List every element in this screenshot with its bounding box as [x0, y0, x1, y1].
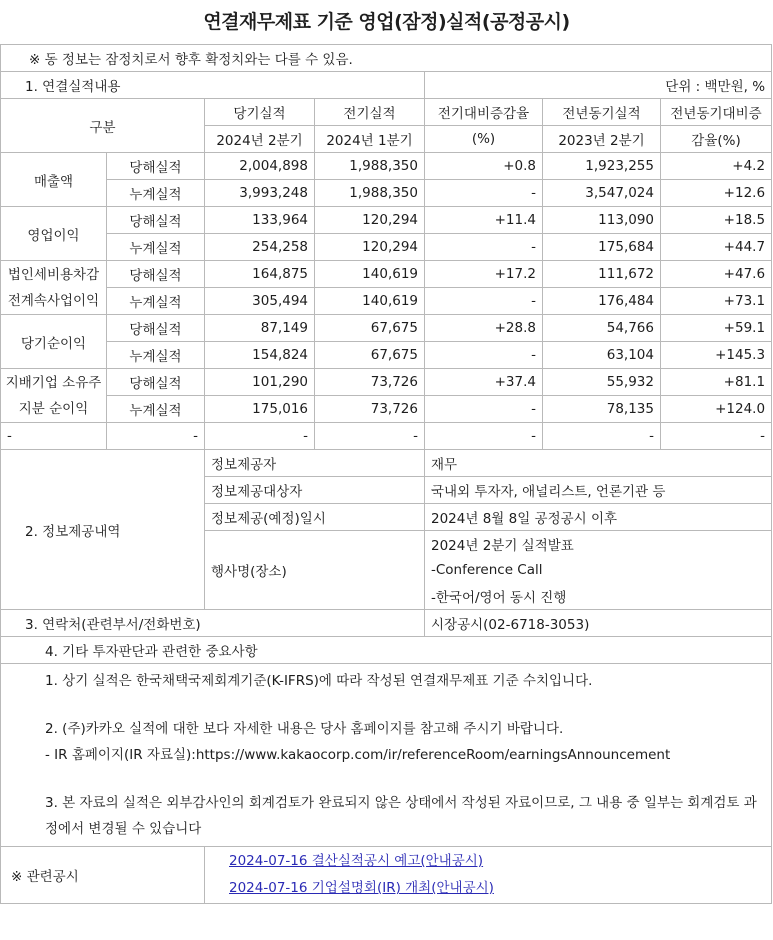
- table-cell: 1,988,350: [315, 153, 425, 180]
- header-current-period: 2024년 2분기: [205, 126, 315, 153]
- disclosure-table: [0, 44, 772, 904]
- row-name: 영업이익: [1, 207, 107, 261]
- header-previous: 전기실적: [315, 99, 425, 126]
- table-cell: -: [425, 288, 543, 315]
- table-cell: -: [425, 180, 543, 207]
- header-qoq: 전기대비증감율: [425, 99, 543, 126]
- table-cell: 3,547,024: [543, 180, 661, 207]
- contact-value: 시장공시(02-6718-3053): [425, 610, 772, 637]
- header-gubun: 구분: [1, 99, 205, 153]
- dash-cell: -: [1, 423, 107, 450]
- row-type: 당해실적: [107, 153, 205, 180]
- table-cell: 78,135: [543, 396, 661, 423]
- table-cell: -: [425, 234, 543, 261]
- table-cell: +11.4: [425, 207, 543, 234]
- table-cell: 140,619: [315, 288, 425, 315]
- table-cell: 154,824: [205, 342, 315, 369]
- table-cell: +47.6: [661, 261, 772, 288]
- table-cell: +44.7: [661, 234, 772, 261]
- table-cell: +12.6: [661, 180, 772, 207]
- table-cell: +37.4: [425, 369, 543, 396]
- table-cell: -: [425, 396, 543, 423]
- table-cell: 1,923,255: [543, 153, 661, 180]
- dash-cell: -: [205, 423, 315, 450]
- dash-cell: -: [661, 423, 772, 450]
- table-cell: 2,004,898: [205, 153, 315, 180]
- row-type: 당해실적: [107, 207, 205, 234]
- table-cell: -: [425, 342, 543, 369]
- header-current: 당기실적: [205, 99, 315, 126]
- target-value: 국내외 투자자, 애널리스트, 언론기관 등: [425, 477, 772, 504]
- section4-label: 4. 기타 투자판단과 관련한 중요사항: [1, 637, 772, 664]
- event-line-3: -한국어/영어 동시 진행: [425, 583, 772, 610]
- notice-text: ※ 동 정보는 잠정치로서 향후 확정치와는 다를 수 있음.: [1, 45, 772, 72]
- table-cell: +73.1: [661, 288, 772, 315]
- note-3: 3. 본 자료의 실적은 외부감사인의 회계검토가 완료되지 않은 상태에서 작성된 자료이므로, 그 내용 중 일부는 회계검토 과정에서 변경될 수 있습니다: [45, 795, 757, 837]
- row-name: 지배기업 소유주 지분 순이익: [1, 369, 107, 423]
- table-cell: +145.3: [661, 342, 772, 369]
- row-name: 법인세비용차감 전계속사업이익: [1, 261, 107, 315]
- note-1: 1. 상기 실적은 한국채택국제회계기준(K-IFRS)에 따라 작성된 연결재무제표 기준 수치입니다.: [45, 673, 593, 689]
- section3-label: 3. 연락처(관련부서/전화번호): [1, 610, 425, 637]
- table-cell: 140,619: [315, 261, 425, 288]
- header-previous-period: 2024년 1분기: [315, 126, 425, 153]
- table-cell: 175,016: [205, 396, 315, 423]
- table-cell: 254,258: [205, 234, 315, 261]
- table-cell: 175,684: [543, 234, 661, 261]
- table-cell: 113,090: [543, 207, 661, 234]
- provider-value: 재무: [425, 450, 772, 477]
- table-cell: +17.2: [425, 261, 543, 288]
- table-cell: 1,988,350: [315, 180, 425, 207]
- table-cell: +81.1: [661, 369, 772, 396]
- table-cell: 3,993,248: [205, 180, 315, 207]
- related-link-1[interactable]: 2024-07-16 결산실적공시 예고(안내공시): [229, 853, 484, 869]
- header-yoy-change-unit: 감율(%): [661, 126, 772, 153]
- table-cell: +0.8: [425, 153, 543, 180]
- header-yoy-change: 전년동기대비증: [661, 99, 772, 126]
- header-yoy-actual: 전년동기실적: [543, 99, 661, 126]
- event-label: 행사명(장소): [205, 531, 425, 610]
- table-cell: 54,766: [543, 315, 661, 342]
- row-type: 누계실적: [107, 234, 205, 261]
- row-name: 당기순이익: [1, 315, 107, 369]
- header-yoy-period: 2023년 2분기: [543, 126, 661, 153]
- table-cell: 67,675: [315, 315, 425, 342]
- note-2a: 2. (주)카카오 실적에 대한 보다 자세한 내용은 당사 홈페이지를 참고해 주시기 바랍니다.: [45, 721, 564, 737]
- page-title: 연결재무제표 기준 영업(잠정)실적(공정공시): [203, 11, 570, 33]
- event-line-1: 2024년 2분기 실적발표: [425, 531, 772, 558]
- header-qoq-unit: (%): [425, 126, 543, 153]
- section4-notes: [1, 664, 772, 847]
- table-cell: 73,726: [315, 396, 425, 423]
- table-cell: 87,149: [205, 315, 315, 342]
- table-cell: +18.5: [661, 207, 772, 234]
- table-cell: 120,294: [315, 234, 425, 261]
- provider-label: 정보제공자: [205, 450, 425, 477]
- row-type: 누계실적: [107, 396, 205, 423]
- row-type: 누계실적: [107, 180, 205, 207]
- table-cell: 111,672: [543, 261, 661, 288]
- table-cell: 133,964: [205, 207, 315, 234]
- table-cell: 55,932: [543, 369, 661, 396]
- table-cell: +28.8: [425, 315, 543, 342]
- related-link-2[interactable]: 2024-07-16 기업설명회(IR) 개최(안내공시): [229, 880, 494, 896]
- section1-label: 1. 연결실적내용: [1, 72, 425, 99]
- target-label: 정보제공대상자: [205, 477, 425, 504]
- dash-cell: -: [425, 423, 543, 450]
- table-cell: 67,675: [315, 342, 425, 369]
- unit-label: 단위 : 백만원, %: [425, 72, 772, 99]
- table-cell: 73,726: [315, 369, 425, 396]
- table-cell: 176,484: [543, 288, 661, 315]
- row-type: 누계실적: [107, 288, 205, 315]
- table-cell: 63,104: [543, 342, 661, 369]
- table-cell: 101,290: [205, 369, 315, 396]
- table-cell: 120,294: [315, 207, 425, 234]
- table-cell: +59.1: [661, 315, 772, 342]
- table-cell: +4.2: [661, 153, 772, 180]
- row-type: 당해실적: [107, 261, 205, 288]
- related-links: [205, 847, 772, 904]
- event-line-2: -Conference Call: [425, 557, 772, 583]
- row-name: 매출액: [1, 153, 107, 207]
- dash-cell: -: [107, 423, 205, 450]
- section2-label: 2. 정보제공내역: [1, 450, 205, 610]
- dash-cell: -: [315, 423, 425, 450]
- dash-cell: -: [543, 423, 661, 450]
- related-label: ※ 관련공시: [1, 847, 205, 904]
- date-label: 정보제공(예정)일시: [205, 504, 425, 531]
- table-cell: 305,494: [205, 288, 315, 315]
- row-type: 당해실적: [107, 369, 205, 396]
- table-cell: +124.0: [661, 396, 772, 423]
- table-cell: 164,875: [205, 261, 315, 288]
- row-type: 당해실적: [107, 315, 205, 342]
- date-value: 2024년 8월 8일 공정공시 이후: [425, 504, 772, 531]
- note-2b: - IR 홈페이지(IR 자료실):https://www.kakaocorp.com/ir/referenceRoom/earningsAnnouncement: [45, 747, 671, 763]
- row-type: 누계실적: [107, 342, 205, 369]
